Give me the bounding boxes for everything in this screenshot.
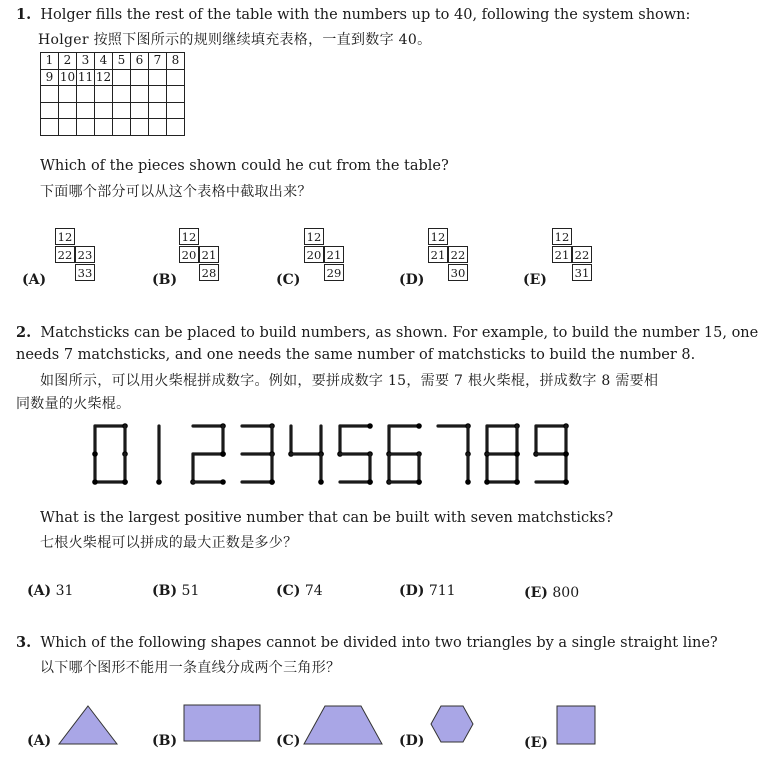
matchstick-head — [484, 479, 490, 485]
table-cell — [167, 69, 185, 86]
matchstick-digit — [242, 423, 275, 485]
q2-option-e[interactable]: (E) 800 — [524, 585, 580, 601]
piece-cell: 22 — [572, 246, 592, 263]
q2-option-c-value: 74 — [304, 583, 323, 599]
q3-option-b-label[interactable]: (B) — [152, 733, 178, 749]
q1-statement: Holger fills the rest of the table with the numbers up to 40, following the system shown: — [40, 7, 691, 23]
q2-text-zh-2: 同数量的火柴棍。 — [16, 396, 131, 412]
matchstick-head — [269, 479, 275, 485]
q2-option-b[interactable]: (B) 51 — [152, 583, 200, 599]
matchstick-digit — [386, 423, 422, 485]
piece-cell: 21 — [428, 246, 448, 263]
q3-statement: Which of the following shapes cannot be divided into two triangles by a single straight line? — [40, 635, 718, 651]
rectangle-shape[interactable] — [183, 704, 261, 742]
table-cell — [113, 69, 131, 86]
q2-text-en-2: needs 7 matchsticks, and one needs the same number of matchsticks to build the number 8. — [16, 347, 696, 363]
matchstick-head — [563, 479, 569, 485]
piece-cell: 31 — [572, 264, 592, 281]
q1-option-d-label[interactable]: (D) — [399, 272, 425, 288]
piece-b[interactable] — [179, 228, 229, 284]
q1-text-zh: Holger 按照下图所示的规则继续填充表格，一直到数字 40。 — [38, 32, 432, 48]
matchstick-head — [92, 479, 98, 485]
matchstick-digit — [156, 426, 162, 485]
matchstick-digit — [92, 423, 128, 485]
q1-question-zh: 下面哪个部分可以从这个表格中截取出来？ — [40, 184, 312, 200]
piece-a[interactable] — [55, 228, 105, 284]
q2-option-e-value: 800 — [552, 585, 580, 601]
piece-cell: 12 — [552, 228, 572, 245]
matchstick-head — [514, 451, 520, 457]
table-row — [41, 69, 185, 86]
piece-cell: 12 — [428, 228, 448, 245]
table-row — [41, 102, 185, 119]
matchstick-head — [318, 479, 324, 485]
q2-option-b-value: 51 — [181, 583, 200, 599]
trapezoid-shape[interactable] — [303, 705, 383, 745]
piece-cell: 12 — [179, 228, 199, 245]
piece-cell: 30 — [448, 264, 468, 281]
triangle-shape[interactable] — [58, 705, 118, 745]
matchstick-digit — [484, 423, 520, 485]
q1-number: 1. — [16, 6, 32, 23]
table-cell: 7 — [149, 53, 167, 70]
table-row — [41, 86, 185, 103]
q2-text-en-1 — [16, 324, 758, 341]
q3-option-d-label[interactable]: (D) — [399, 733, 425, 749]
number-table — [40, 52, 185, 136]
table-row — [41, 119, 185, 136]
q2-option-a-value: 31 — [55, 583, 74, 599]
q1-option-b-label[interactable]: (B) — [152, 272, 178, 288]
q2-number: 2. — [16, 324, 32, 341]
q3-text-en — [16, 634, 718, 651]
piece-e[interactable] — [552, 228, 602, 284]
table-cell: 8 — [167, 53, 185, 70]
matchstick-digit — [337, 423, 373, 485]
piece-c[interactable] — [304, 228, 354, 284]
matchstick-digit — [533, 423, 569, 485]
matchstick-head — [92, 451, 98, 457]
q3-option-a-label[interactable]: (A) — [27, 733, 52, 749]
piece-cell: 12 — [304, 228, 324, 245]
q2-question-en: What is the largest positive number that can be built with seven matchsticks? — [40, 510, 614, 526]
piece-cell: 29 — [324, 264, 344, 281]
matchstick-digits — [0, 420, 663, 500]
q1-option-e-label[interactable]: (E) — [523, 272, 547, 288]
piece-cell: 20 — [179, 246, 199, 263]
matchstick-head — [367, 479, 373, 485]
piece-cell: 12 — [55, 228, 75, 245]
table-cell: 10 — [59, 69, 76, 84]
matchstick-head — [563, 451, 569, 457]
table-row — [41, 53, 185, 70]
q3-text-zh: 以下哪个图形不能用一条直线分成两个三角形？ — [40, 660, 341, 676]
q1-option-a-label[interactable]: (A) — [22, 272, 47, 288]
table-cell: 11 — [77, 69, 94, 84]
piece-cell: 21 — [552, 246, 572, 263]
table-cell: 3 — [77, 53, 95, 70]
piece-cell: 22 — [55, 246, 75, 263]
q1-option-c-label[interactable]: (C) — [276, 272, 301, 288]
piece-cell: 22 — [448, 246, 468, 263]
piece-cell: 20 — [304, 246, 324, 263]
piece-cell: 33 — [75, 264, 95, 281]
table-cell — [149, 69, 167, 86]
table-cell: 9 — [41, 69, 59, 86]
table-cell: 5 — [113, 53, 131, 70]
matchstick-head — [514, 479, 520, 485]
matchstick-head — [416, 479, 422, 485]
table-cell — [131, 69, 149, 86]
q3-number: 3. — [16, 634, 32, 651]
hexagon-shape[interactable] — [430, 705, 474, 743]
matchstick-digit — [438, 423, 471, 485]
piece-cell: 23 — [75, 246, 95, 263]
piece-cell: 28 — [199, 264, 219, 281]
q2-option-d[interactable]: (D) 711 — [399, 583, 456, 599]
q2-text-zh-1: 如图所示，可以用火柴棍拼成数字。例如，要拼成数字 15，需要 7 根火柴棍，拼成数字 8 需要相 — [40, 373, 659, 389]
table-cell: 2 — [59, 53, 77, 70]
piece-cell: 21 — [199, 246, 219, 263]
table-cell: 4 — [95, 53, 113, 70]
matchstick-head — [220, 451, 226, 457]
matchstick-head — [122, 479, 128, 485]
matchstick-head — [465, 479, 471, 485]
q3-option-c-label[interactable]: (C) — [276, 733, 301, 749]
q2-option-c[interactable]: (C) 74 — [276, 583, 323, 599]
q2-option-d-value: 711 — [428, 583, 456, 599]
matchstick-head — [367, 423, 373, 429]
piece-d[interactable] — [428, 228, 478, 284]
q2-question-zh: 七根火柴棍可以拼成的最大正数是多少？ — [40, 535, 298, 551]
square-shape[interactable] — [556, 705, 596, 745]
q1-text-en — [16, 6, 690, 23]
q1-question-en: Which of the pieces shown could he cut from the table? — [40, 158, 449, 174]
piece-cell: 21 — [324, 246, 344, 263]
table-cell: 12 — [95, 69, 112, 84]
matchstick-head — [416, 423, 422, 429]
table-cell: 6 — [131, 53, 149, 70]
q2-statement: Matchsticks can be placed to build numbers, as shown. For example, to build the number 15, one — [40, 325, 758, 341]
matchstick-digit — [190, 423, 226, 485]
matchstick-head — [220, 479, 226, 485]
table-cell: 1 — [41, 53, 59, 70]
q2-option-a[interactable]: (A) 31 — [27, 583, 74, 599]
q3-option-e-label[interactable]: (E) — [524, 735, 548, 751]
matchstick-head — [156, 479, 162, 485]
matchstick-digit — [288, 426, 324, 485]
